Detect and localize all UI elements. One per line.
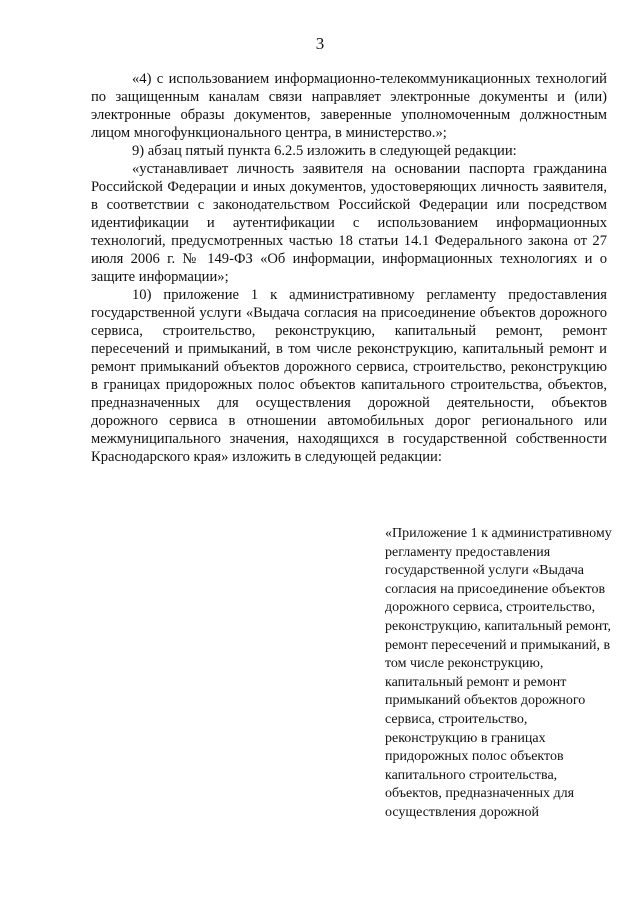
paragraph-item-9: 9) абзац пятый пункта 6.2.5 изложить в следующей редакции: — [132, 143, 517, 159]
document-body — [91, 70, 607, 466]
paragraph-item-4: «4) с использованием информационно-телекоммуникационных технологий по защищенным каналам связи направляет электронные документы и (или) электронные образы документов, заверенные уполномоченным должностным лицом многофункционального центра, в министерство.»; — [91, 71, 607, 141]
paragraph-item-10: 10) приложение 1 к административному регламенту предоставления государственной услуги «Выдача согласия на присоединение объектов дорожного сервиса, строительство, реконструкцию, капитальный ремонт, ремонт пересечений и примыканий, в том числе реконструкцию, капитальный ремонт и ремонт примыканий объектов дорожного сервиса, строительство, реконструкцию в границах придорожных полос объектов капитального строительства, объектов, предназначенных для осуществления дорожной деятельности, объектов дорожного сервиса в отношении автомобильных дорог регионального или межмуниципального значения, находящихся в государственной собственности Краснодарского края» изложить в следующей редакции: — [91, 287, 607, 465]
paragraph-quote: «устанавливает личность заявителя на основании паспорта гражданина Российской Федерации и иных документов, удостоверяющих личность заявителя, в соответствии с законодательством Российской Федерации или посредством идентификации и аутентификации с использованием информационных технологий, предусмотренных частью 18 статьи 14.1 Федерального закона от 27 июля 2006 г. № 149-ФЗ «Об информации, информационных технологиях и о защите информации»; — [91, 161, 607, 285]
appendix-text: «Приложение 1 к административному регламенту предоставления государственной услуги «Выдача согласия на присоединение объектов дорожного сервиса, строительство, реконструкцию, капитальный ремонт, ремонт пересечений и примыканий, в том числе реконструкцию, капитальный ремонт и ремонт примыканий объектов дорожного сервиса, строительство, реконструкцию в границах придорожных полос объектов капитального строительства, объектов, предназначенных для осуществления дорожной — [385, 526, 612, 820]
appendix-header — [385, 525, 617, 823]
page-number: 3 — [315, 34, 325, 53]
